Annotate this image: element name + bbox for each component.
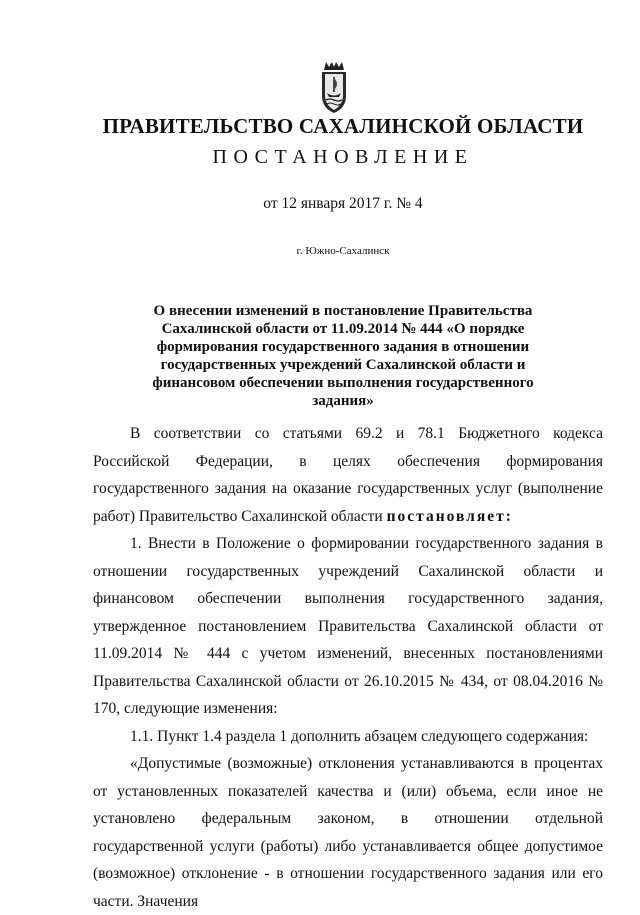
organization-title: ПРАВИТЕЛЬСТВО САХАЛИНСКОЙ ОБЛАСТИ <box>102 114 584 138</box>
document-subject: О внесении изменений в постановление Правительства Сахалинской области от 11.09.2014 № 444 «О порядке формирования государственного задания в отношении государственных учреждений Сахалинской области и финансовом обеспечении выполнения государственного задания» <box>152 303 534 409</box>
decree-word: постановляет: <box>386 507 513 525</box>
document-city: г. Южно-Сахалинск <box>296 245 390 257</box>
item-1-1-paragraph: 1.1. Пункт 1.4 раздела 1 дополнить абзацем следующего содержания: <box>130 727 589 745</box>
coat-of-arms-icon <box>320 60 348 114</box>
quoted-paragraph: «Допустимые (возможные) отклонения устанавливаются в процентах от установленных показателей качества и (или) объема, если иное не установлено федеральным законом, в отношении отдельной государственной услуги (работы) либо устанавливается общее допустимое (возможное) отклонение - в отношении государственного задания или его части. Значения <box>93 755 603 910</box>
document-type: ПОСТАНОВЛЕНИЕ <box>212 146 474 168</box>
item-1-paragraph: 1. Внести в Положение о формировании государственного задания в отношении государственных учреждений Сахалинской области и финансовом обеспечении выполнения государственного задания, утвержденное постановлением Правительства Сахалинской области от 11.09.2014 № 444 с учетом изменений, внесенных постановлениями Правительства Сахалинской области от 26.10.2015 № 434, от 08.04.2016 № 170, следующие изменения: <box>93 535 603 717</box>
document-date-number: от 12 января 2017 г. № 4 <box>263 195 423 212</box>
preamble-paragraph <box>93 420 603 530</box>
preamble-text: В соответствии со статьями 69.2 и 78.1 Бюджетного кодекса Российской Федерации, в целях обеспечения формирования государственного задания на оказание государственных услуг (выполнение работ) Правительство Сахалинской области <box>93 425 603 525</box>
document-body <box>93 420 603 915</box>
